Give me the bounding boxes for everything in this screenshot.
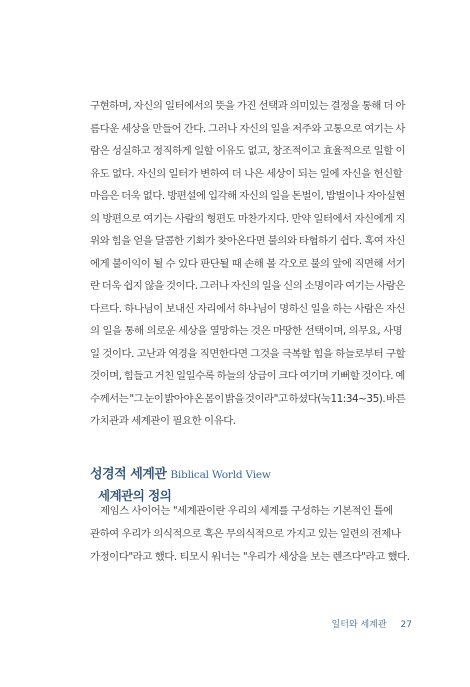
body-line: 것이며, 힘들고 거친 일일수록 하늘의 상급이 크다 여기며 기뻐할 것이다. 예 bbox=[90, 370, 405, 382]
body-line: 의 일을 통해 의로운 세상을 열망하는 것은 마땅한 선택이며, 의무요, 사명 bbox=[90, 325, 403, 337]
body-paragraph bbox=[90, 95, 405, 433]
page-number: 27 bbox=[400, 620, 412, 630]
body-line: 유도 없다. 자신의 일터가 변하여 더 나은 세상이 되는 일에 자신을 헌신할 bbox=[90, 167, 403, 180]
body-line: 일 것이다. 고난과 역경을 직면한다면 그것을 극복할 힘을 하늘로부터 구할 bbox=[90, 347, 406, 360]
section-title-english: Biblical World View bbox=[170, 469, 271, 481]
definition-paragraph bbox=[90, 500, 410, 569]
body-line: 름다운 세상을 만들어 간다. 그러나 자신의 일을 저주와 고통으로 여기는 사 bbox=[90, 122, 405, 135]
body-line: 람은 성실하고 정직하게 일할 이유도 없고, 창조적이고 효율적으로 일할 이 bbox=[90, 145, 406, 157]
section-title-korean: 성경적 세계관 bbox=[90, 467, 167, 482]
page-footer bbox=[332, 617, 412, 630]
body-line: 위와 힘을 얻을 달콤한 기회가 찾아온다면 불의와 타협하기 쉽다. 혹여 자신 bbox=[90, 235, 405, 247]
body-line: 제임스 사이어는 "세계관이란 우리의 세계를 구성하는 기본적인 틀에 bbox=[100, 505, 393, 517]
body-line: 란 더욱 쉽지 않을 것이다. 그러나 자신의 일을 신의 소명이라 여기는 사람은 bbox=[90, 280, 405, 292]
section-heading bbox=[90, 463, 271, 482]
body-line: 가정이다"라고 했다. 티모시 워너는 "우리가 세상을 보는 렌즈다"라고 했다. bbox=[90, 551, 410, 563]
body-line: 다르다. 하나님이 보내신 자리에서 하나님이 명하신 일을 하는 사람은 자신 bbox=[90, 302, 406, 315]
body-line: 수께서는 "그 눈이 밝아야 온 몸이 밝을 것이라"고 하셨다(눅11:34~35). 바른 bbox=[90, 392, 406, 405]
subsection-heading: 세계관의 정의 bbox=[98, 488, 172, 503]
body-line: 마음은 더욱 없다. 방편설에 입각해 자신의 일을 돈벌이, 밥벌이나 자아실현 bbox=[90, 190, 405, 202]
body-line: 가치관과 세계관이 필요한 이유다. bbox=[90, 415, 236, 427]
body-line: 에게 불이익이 될 수 있다 판단될 때 손해 볼 각오로 불의 앞에 직면해 서기 bbox=[90, 257, 406, 270]
body-line: 구현하며, 자신의 일터에서의 뜻을 가진 선택과 의미있는 결정을 통해 더 아 bbox=[90, 100, 405, 112]
body-line: 관하여 우리가 의식적으로 혹은 무의식적으로 가지고 있는 일련의 전제나 bbox=[90, 528, 401, 540]
running-title: 일터와 세계관 bbox=[331, 620, 387, 630]
body-line: 의 방편으로 여기는 사람의 형편도 마찬가지다. 만약 일터에서 자신에게 지 bbox=[90, 212, 406, 225]
